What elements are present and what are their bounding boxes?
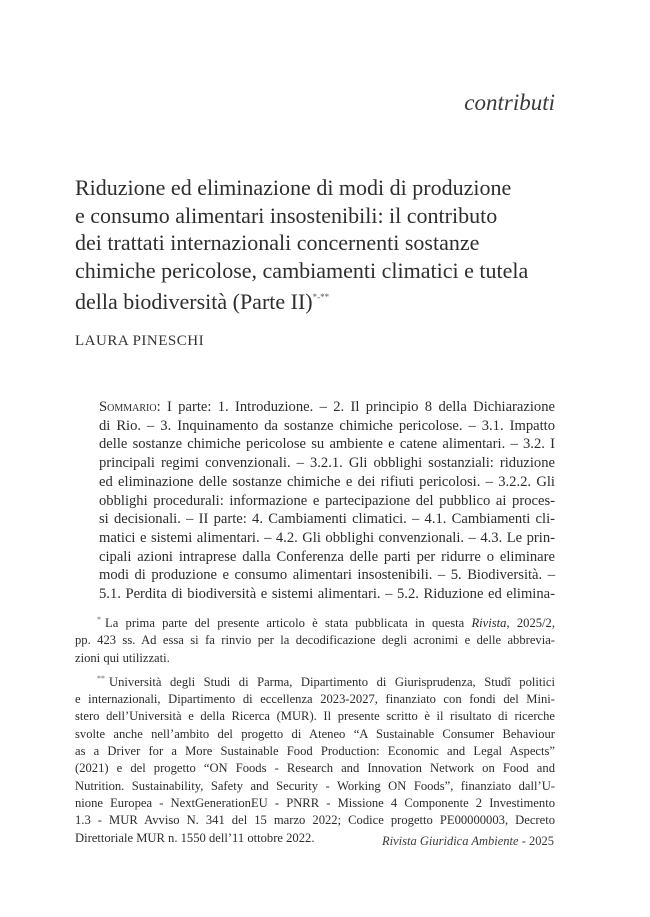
- title-line-text: della biodiversità (Parte II): [75, 289, 313, 314]
- footnote-1-text: La prima parte del presente articolo è stata pubblicata in questa: [105, 616, 472, 630]
- running-footer: [382, 834, 554, 849]
- summary-line: [99, 398, 555, 417]
- title-line: Riduzione ed eliminazione di modi di produzione: [75, 175, 512, 200]
- footnote-1-journal: Rivista: [471, 616, 507, 630]
- footnote-mark: **: [97, 673, 105, 683]
- footnote-2-line: 1.3 - MUR Avviso N. 341 del 15 marzo 2022; Codice progetto PE00000003, Decreto: [75, 813, 555, 828]
- title-footnote-marks: *-**: [312, 292, 330, 302]
- footnote-1-line: [75, 611, 555, 632]
- title-line: e consumo alimentari insostenibili: il contributo: [75, 202, 498, 228]
- summary-line: di Rio. – 3. Inquinamento da sostanze chimiche pericolose. – 3.1. Impatto: [99, 417, 555, 434]
- footnote-2-text: Università degli Studi di Parma, Dipartimento di Giurisprudenza, Studî politici: [109, 674, 555, 689]
- title-line-last: [75, 284, 575, 316]
- section-label: contributi: [464, 90, 555, 115]
- author-name: LAURA PINESCHI: [75, 333, 205, 349]
- summary-line: delle sostanze chimiche pericolose su ambiente e catene alimentari. – 3.2. I: [99, 436, 555, 453]
- footnote-1-line: zioni qui utilizzati.: [75, 650, 170, 665]
- footnote-2-line: Direttoriale MUR n. 1550 dell’11 ottobre 2022.: [75, 830, 315, 845]
- footnote-2-line: e internazionali, Dipartimento di eccellenza 2023-2027, finanziato con fondi del Mini-: [75, 692, 555, 707]
- summary-line: ed eliminazione delle sostanze chimiche e dei rifiuti pericolosi. – 3.2.2. Gli: [99, 473, 555, 490]
- summary-line: cipali azioni intraprese dalla Conferenza delle parti per ridurre o eliminare: [99, 548, 555, 565]
- footnote-2-line: Nutrition. Sustainability, Safety and Security - Working ON Foods”, finanziato dall’U-: [75, 778, 555, 793]
- summary-line: principali regimi convenzionali. – 3.2.1. Gli obblighi sostanziali: riduzione: [99, 455, 555, 472]
- summary-line: matici e sistemi alimentari. – 4.2. Gli obblighi convenzionali. – 4.3. Le prin-: [99, 529, 555, 546]
- footnote-2-line: (2021) e del progetto “ON Foods - Research and Innovation Network on Food and: [75, 761, 555, 776]
- summary-label: Sommario: [99, 399, 157, 415]
- footer-journal: Rivista Giuridica Ambiente: [382, 834, 519, 848]
- footnote-2-line: svolte anche nell’ambito del progetto di Ateneo “A Sustainable Consumer Behaviour: [75, 726, 555, 741]
- footnote-2-line: stero dell’Università e della Ricerca (MUR). Il presente scritto è il risultato di ricerche: [75, 709, 555, 724]
- summary-line: modi di produzione e consumo alimentari insostenibili. – 5. Biodiversità. –: [99, 567, 555, 584]
- title-line: chimiche pericolose, cambiamenti climatici e tutela: [75, 257, 529, 283]
- summary-block: [99, 398, 555, 604]
- article-title: [75, 174, 575, 316]
- footnote-2-line: [75, 670, 555, 691]
- footer-year: 2025: [529, 834, 554, 848]
- summary-line-text: : I parte: 1. Introduzione. – 2. Il principio 8 della Dichiarazione: [156, 399, 555, 415]
- footnote-1-text-end: , 2025/2,: [506, 616, 555, 630]
- summary-line: obblighi procedurali: informazione e partecipazione del pubblico ai proces-: [99, 492, 555, 509]
- footnote-1-line: pp. 423 ss. Ad essa si fa rinvio per la decodificazione degli acronimi e delle abbrevia-: [75, 633, 555, 648]
- summary-line: si decisionali. – II parte: 4. Cambiamenti climatici. – 4.1. Cambiamenti cli-: [99, 511, 555, 528]
- footnote-2-line: nione Europea - NextGenerationEU - PNRR - Missione 4 Componente 2 Investimento: [75, 795, 555, 810]
- footnote-2-line: as a Driver for a More Sustainable Food Production: Economic and Legal Aspects”: [75, 744, 555, 759]
- footer-separator: -: [518, 834, 529, 848]
- footnotes: [75, 611, 555, 847]
- footnote-mark: *: [97, 615, 101, 624]
- title-line: dei trattati internazionali concernenti sostanze: [75, 230, 480, 255]
- summary-line: 5.1. Perdita di biodiversità e sistemi alimentari. – 5.2. Riduzione ed elimina-: [99, 586, 555, 603]
